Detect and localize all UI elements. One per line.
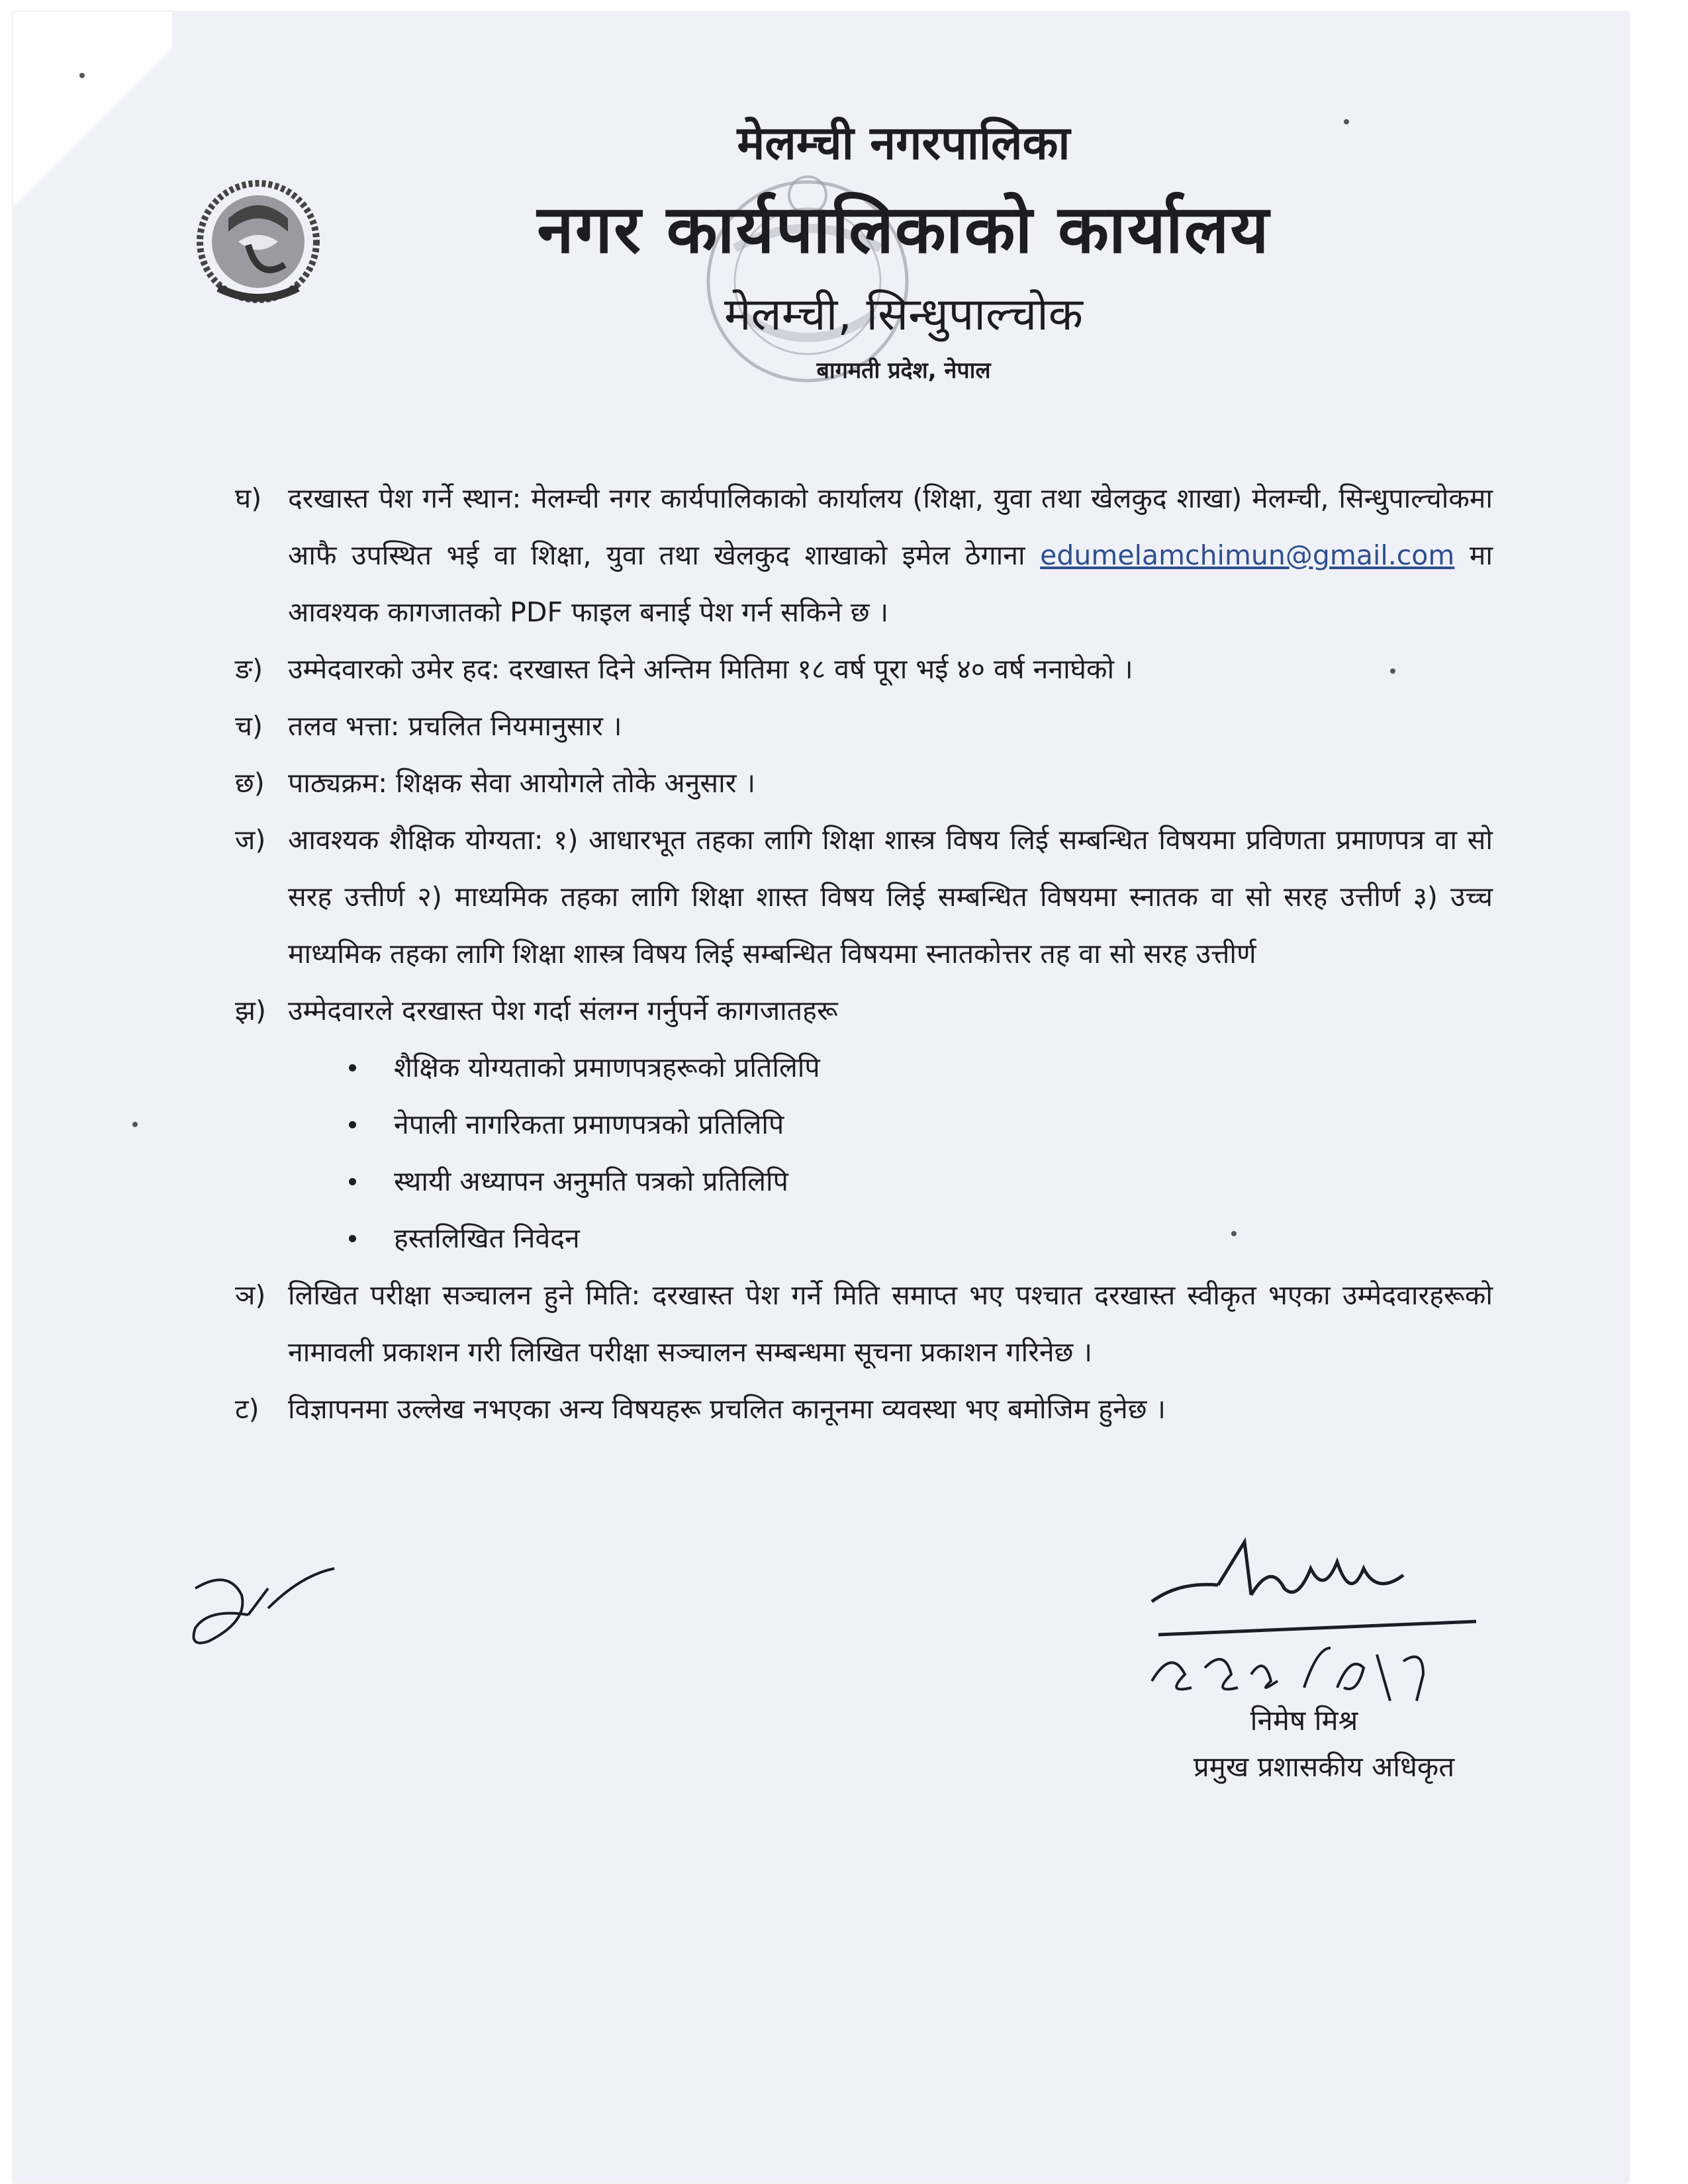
item-text: आवश्यक शैक्षिक योग्यता: १) आधारभूत तहका लागि शिक्षा शास्त्र विषय लिई सम्बन्धित विषयमा प्रविणता प्रमाणपत्र वा सो सरह उत्तीर्ण २) माध्यमिक तहका लागि शिक्षा शास्त विषय लिई सम्बन्धित विषयमा स्नातक वा सो सरह उत्तीर्ण ३) उच्च माध्यमिक तहका लागि शिक्षा शास्त्र विषय लिई सम्बन्धित विषयमा स्नातकोत्तर तह वा सो सरह उत्तीर्ण xyxy=(288,824,1493,970)
item-text: पाठ्यक्रम: शिक्षक सेवा आयोगले तोके अनुसार । xyxy=(288,767,756,799)
item-text: उम्मेदवारले दरखास्त पेश गर्दा संलग्न गर्नुपर्ने कागजातहरू xyxy=(288,995,838,1026)
list-item: स्थायी अध्यापन अनुमति पत्रको प्रतिलिपि xyxy=(394,1153,1493,1210)
notice-item-nga xyxy=(235,641,1493,698)
email-link[interactable]: edumelamchimun@gmail.com xyxy=(1040,539,1455,571)
notice-item-gha xyxy=(235,470,1493,641)
item-text-part: मा आवश्यक कागजातको PDF फाइल बनाई पेश गर्न सकिने छ । xyxy=(288,539,1493,628)
item-marker: छ) xyxy=(235,767,265,799)
handwritten-date xyxy=(1139,1635,1450,1707)
office-location: मेलम्ची, सिन्धुपाल्चोक xyxy=(724,289,1084,341)
notice-item-jha xyxy=(235,982,1493,1039)
item-text-part: दरखास्त पेश गर्ने स्थान: मेलम्ची नगर कार्यपालिकाको कार्यालय (शिक्षा, युवा तथा खेलकुद शाखा) मेलम्ची, सिन्धुपाल्चोकमा आफै उपस्थित भई वा शिक्षा, युवा तथा खेलकुद शाखाको इमेल ठेगाना xyxy=(288,482,1493,571)
province-country: बागमती प्रदेश, नेपाल xyxy=(816,357,991,384)
list-item: शैक्षिक योग्यताको प्रमाणपत्रहरूको प्रतिलिपि xyxy=(394,1039,1493,1096)
notice-item-ja xyxy=(235,811,1493,982)
item-marker: घ) xyxy=(235,482,262,514)
scan-speck xyxy=(79,73,85,78)
item-text: विज्ञापनमा उल्लेख नभएका अन्य विषयहरू प्रचलित कानूनमा व्यवस्था भए बमोजिम हुनेछ । xyxy=(288,1393,1166,1425)
list-item: नेपाली नागरिकता प्रमाणपत्रको प्रतिलिपि xyxy=(394,1096,1493,1153)
item-marker: ञ) xyxy=(235,1279,266,1311)
municipality-name: मेलम्ची नगरपालिका xyxy=(737,116,1070,170)
item-text: तलव भत्ता: प्रचलित नियमानुसार । xyxy=(288,710,622,742)
office-title: नगर कार्यपालिकाको कार्यालय xyxy=(537,191,1270,268)
signer-designation: प्रमुख प्रशासकीय अधिकृत xyxy=(1193,1751,1455,1783)
officer-signature xyxy=(1139,1522,1483,1648)
item-text: उम्मेदवारको उमेर हद: दरखास्त दिने अन्तिम मितिमा १८ वर्ष पूरा भई ४० वर्ष ननाघेको । xyxy=(288,653,1133,685)
required-documents-list xyxy=(235,1039,1493,1267)
notice-item-chha xyxy=(235,754,1493,811)
item-text: लिखित परीक्षा सञ्चालन हुने मिति: दरखास्त पेश गर्ने मिति समाप्त भए पश्चात दरखास्त स्वीकृत भएका उम्मेदवारहरूको नामावली प्रकाशन गरी लिखित परीक्षा सञ्चालन सम्बन्धमा सूचना प्रकाशन गरिनेछ । xyxy=(288,1279,1493,1368)
initials-signature xyxy=(169,1549,341,1668)
notice-body xyxy=(235,470,1493,1437)
signer-name: निमेष मिश्र xyxy=(1250,1704,1358,1737)
item-text xyxy=(288,470,1493,641)
item-marker: ज) xyxy=(235,824,266,856)
item-marker: झ) xyxy=(235,995,266,1026)
notice-item-nya xyxy=(235,1267,1493,1381)
list-item: हस्तलिखित निवेदन xyxy=(394,1210,1493,1267)
scan-speck xyxy=(1231,1231,1237,1236)
scan-speck xyxy=(132,1122,138,1127)
item-marker: ङ) xyxy=(235,653,263,685)
notice-item-cha xyxy=(235,698,1493,754)
item-marker: च) xyxy=(235,710,263,742)
item-marker: ट) xyxy=(235,1393,259,1425)
scan-speck xyxy=(1390,668,1395,674)
scan-speck xyxy=(1344,119,1349,124)
notice-item-ta xyxy=(235,1381,1493,1437)
